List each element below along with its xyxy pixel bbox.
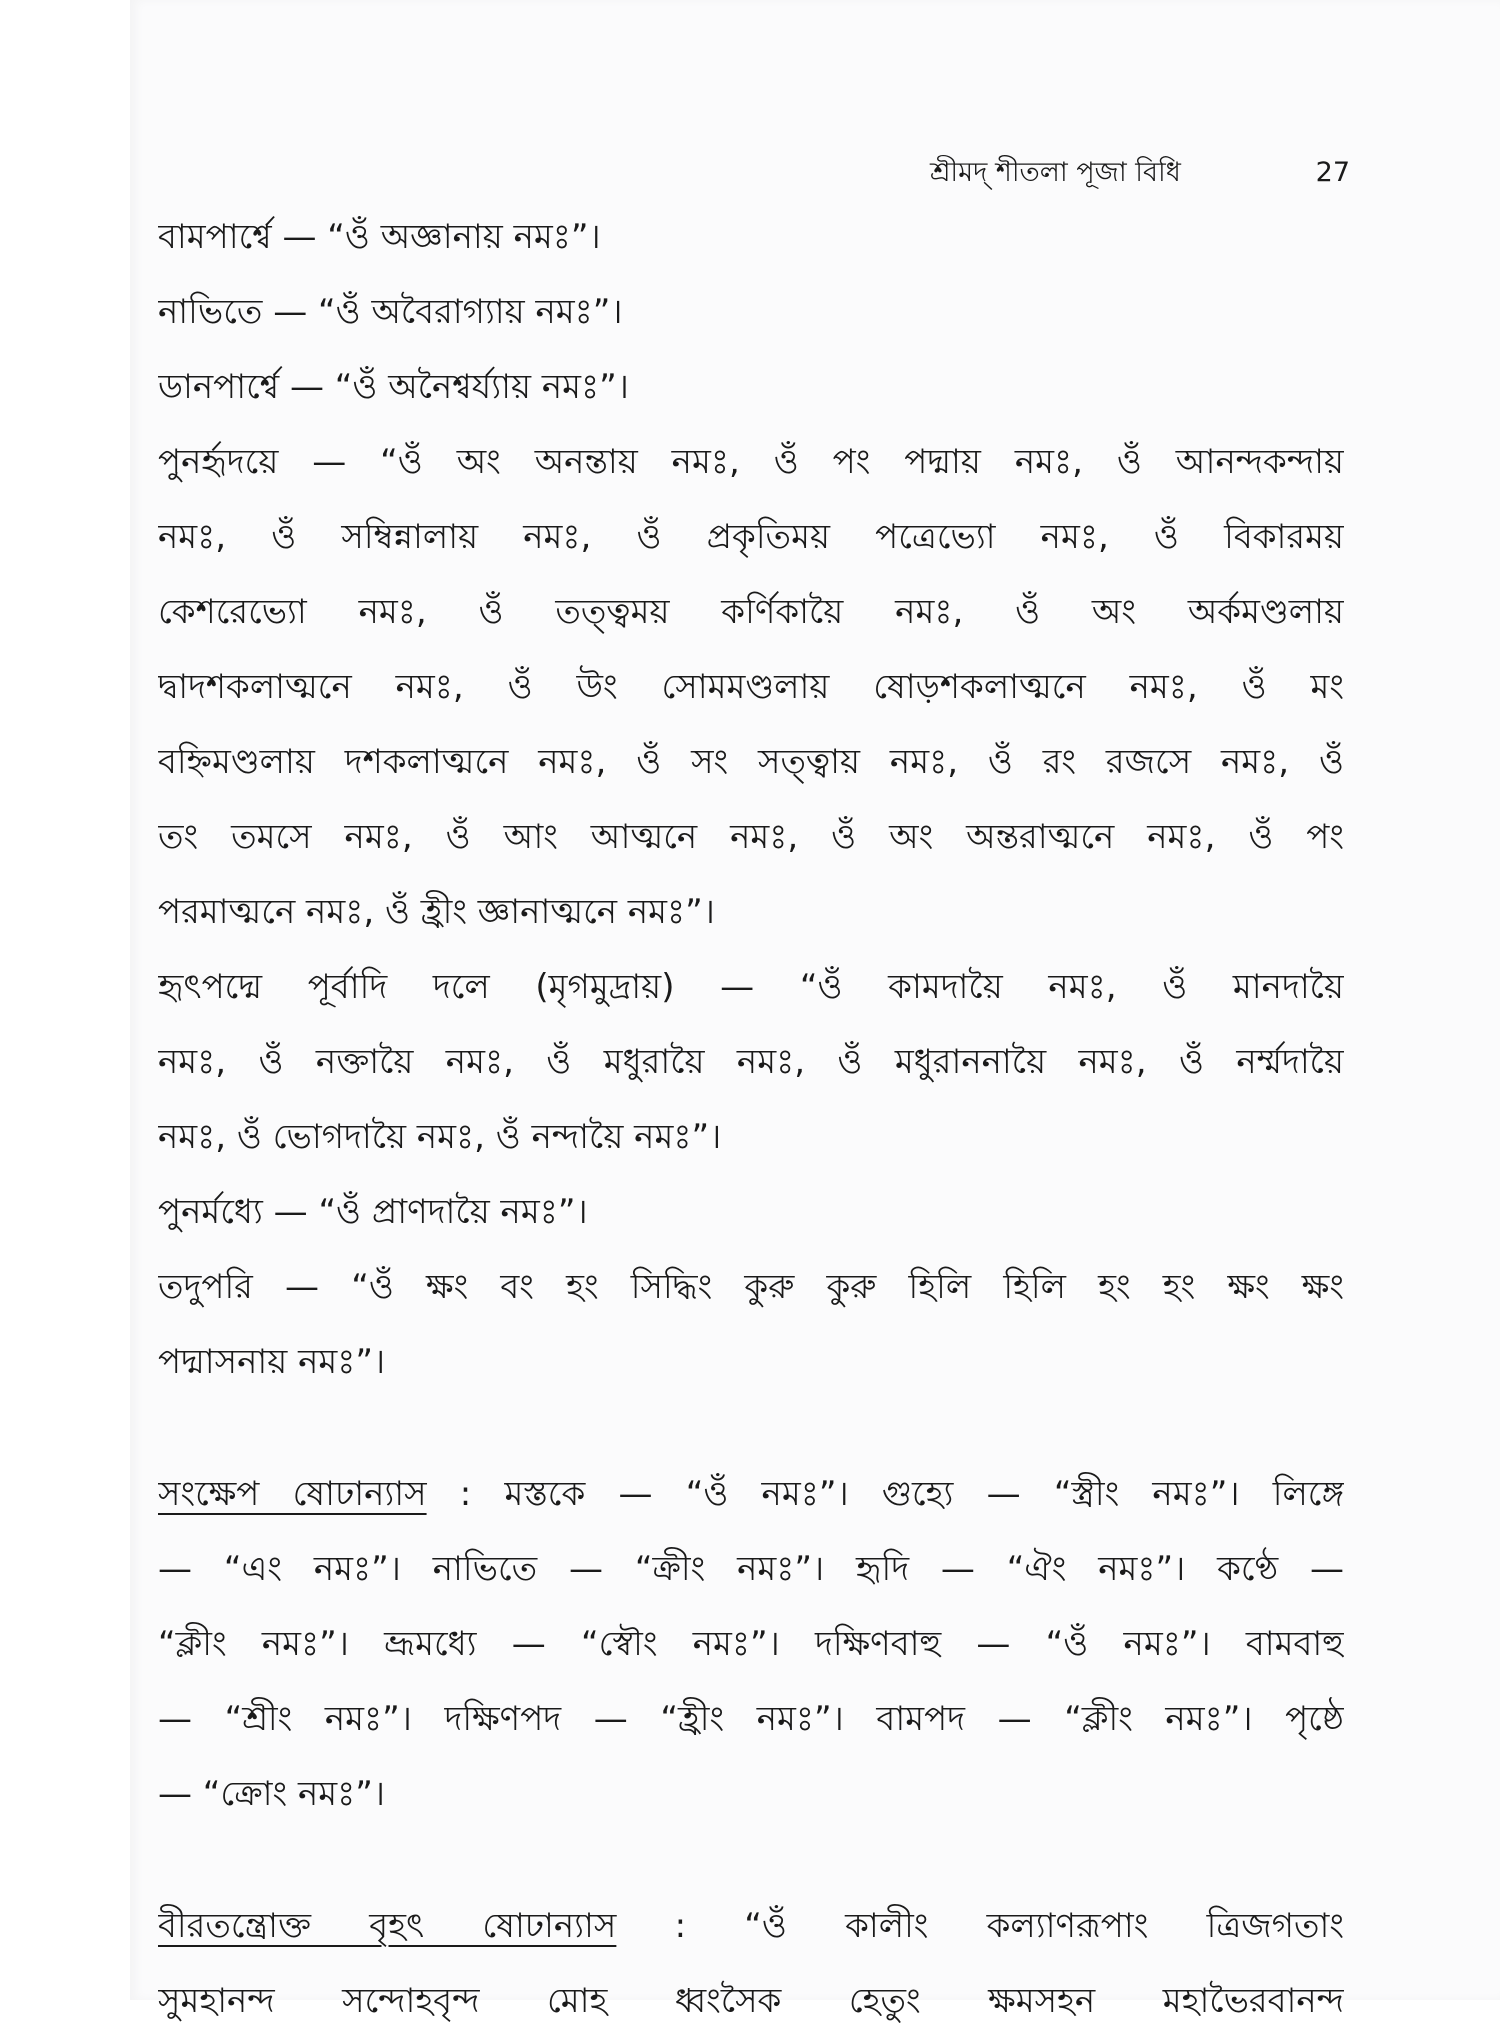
text-line: — “শ্রীং নমঃ”। দক্ষিণপদ — “হ্রীং নমঃ”। বামপদ — “ক্লীং নমঃ”। পৃষ্ঠে [158, 1699, 1344, 1739]
text-line: কেশরেভ্যো নমঃ, ওঁ তত্ত্বময় কর্ণিকায়ৈ নমঃ, ওঁ অং অর্কমণ্ডলায় [158, 592, 1344, 632]
text-line: পরমাত্মনে নমঃ, ওঁ হ্রীং জ্ঞানাত্মনে নমঃ”। [158, 892, 715, 932]
text-line: নমঃ, ওঁ ভোগদায়ৈ নমঃ, ওঁ নন্দায়ৈ নমঃ”। [158, 1117, 722, 1157]
running-head [930, 148, 1350, 198]
text-line: “ক্লীং নমঃ”। ভ্রূমধ্যে — “স্বৌং নমঃ”। দক্ষিণবাহু — “ওঁ নমঃ”। বামবাহু [158, 1624, 1344, 1664]
page-body [158, 200, 1344, 2039]
text-line: ডানপার্শ্বে — “ওঁ অনৈশ্বর্য্যায় নমঃ”। [158, 367, 629, 407]
text-line: তং তমসে নমঃ, ওঁ আং আত্মনে নমঃ, ওঁ অং অন্তরাত্মনে নমঃ, ওঁ পং [158, 817, 1344, 857]
text-line: পুনর্হৃদয়ে — “ওঁ অং অনন্তায় নমঃ, ওঁ পং পদ্মায় নমঃ, ওঁ আনন্দকন্দায় [158, 442, 1344, 482]
text-line: নাভিতে — “ওঁ অবৈরাগ্যায় নমঃ”। [158, 292, 623, 332]
text-line: তদুপরি — “ওঁ ক্ষং বং হং সিদ্ধিং কুরু কুরু হিলি হিলি হং হং ক্ষং ক্ষং [158, 1267, 1344, 1307]
section-text: : “ওঁ কালীং কল্যাণরূপাং ত্রিজগতাং [616, 1906, 1344, 1946]
text-line: — “এং নমঃ”। নাভিতে — “ক্রীং নমঃ”। হৃদি — “ঐং নমঃ”। কণ্ঠে — [158, 1549, 1344, 1589]
text-line: সুমহানন্দ সন্দোহবৃন্দ মোহ ধ্বংসৈক হেতুং ক্ষমসহন মহাভৈরবানন্দ [158, 1981, 1344, 2021]
text-line: বামপার্শ্বে — “ওঁ অজ্ঞানায় নমঃ”। [158, 217, 601, 257]
text-line: দ্বাদশকলাত্মনে নমঃ, ওঁ উং সোমমণ্ডলায় ষোড়শকলাত্মনে নমঃ, ওঁ মং [158, 667, 1344, 707]
section-heading: সংক্ষেপ ষোঢান্যাস [158, 1474, 427, 1514]
text-line: নমঃ, ওঁ নক্তায়ৈ নমঃ, ওঁ মধুরায়ৈ নমঃ, ওঁ মধুরাননায়ৈ নমঃ, ওঁ নর্ম্মদায়ৈ [158, 1042, 1344, 1082]
text-line: পুনর্মধ্যে — “ওঁ প্রাণদায়ৈ নমঃ”। [158, 1192, 588, 1232]
text-line: — “ক্রোং নমঃ”। [158, 1774, 386, 1814]
text-line: হৃৎপদ্মে পূর্বাদি দলে (মৃগমুদ্রায়) — “ওঁ কামদায়ৈ নমঃ, ওঁ মানদায়ৈ [158, 967, 1344, 1007]
section-text: : মস্তকে — “ওঁ নমঃ”। গুহ্যে — “স্ত্রীং নমঃ”। লিঙ্গে [426, 1474, 1344, 1514]
section-heading: বীরতন্ত্রোক্ত বৃহৎ ষোঢান্যাস [158, 1906, 617, 1946]
text-line: বহ্নিমণ্ডলায় দশকলাত্মনে নমঃ, ওঁ সং সত্ত্বায় নমঃ, ওঁ রং রজসে নমঃ, ওঁ [158, 742, 1344, 782]
running-head-title: শ্রীমদ্ শীতলা পূজা বিধি [930, 157, 1181, 188]
text-line: নমঃ, ওঁ সম্বিন্নালায় নমঃ, ওঁ প্রকৃতিময় পত্রেভ্যো নমঃ, ওঁ বিকারময় [158, 517, 1344, 557]
text-line: পদ্মাসনায় নমঃ”। [158, 1342, 386, 1382]
section-gap [158, 1832, 1344, 1889]
section-gap [158, 1400, 1344, 1457]
section-heading-line [158, 1889, 1344, 1964]
section-heading-line [158, 1457, 1344, 1532]
page-number: 27 [1315, 157, 1350, 188]
